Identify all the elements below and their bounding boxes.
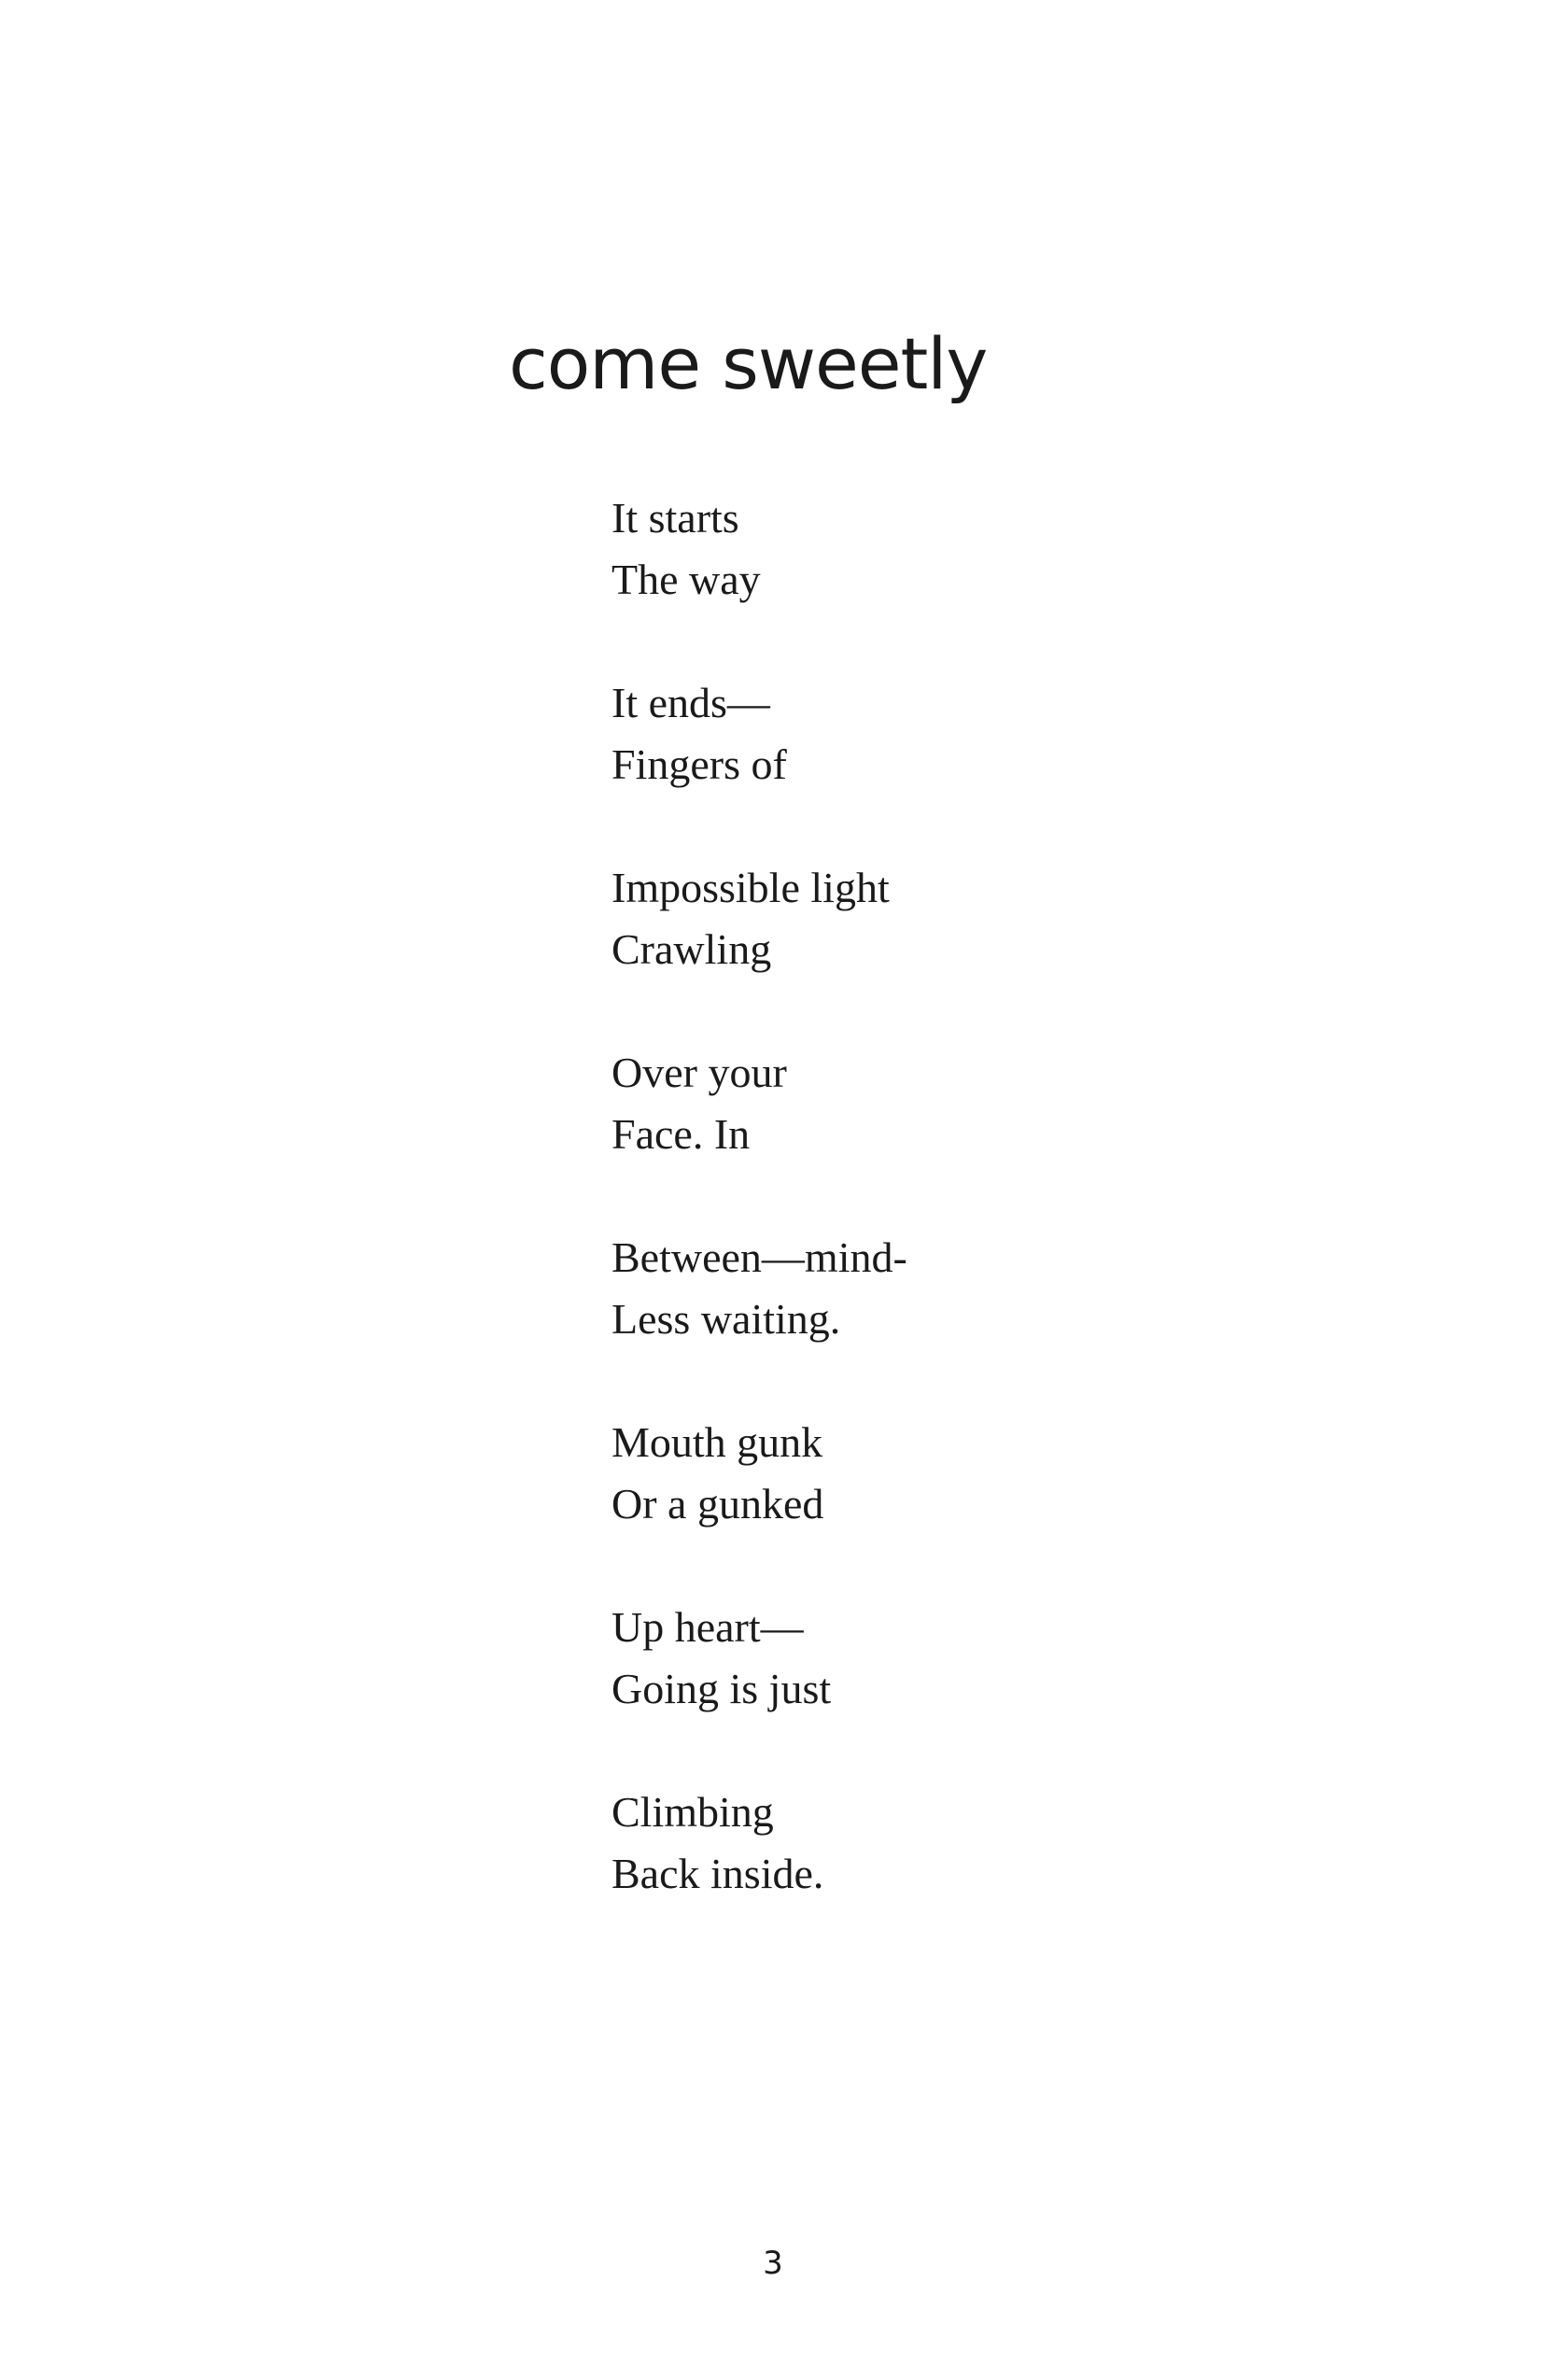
stanza-2	[611, 672, 1358, 796]
stanza-8	[611, 1781, 1358, 1905]
stanza-5	[611, 1227, 1358, 1350]
stanza-6	[611, 1412, 1358, 1535]
poem-title: come sweetly	[509, 322, 988, 405]
poem-line: It starts	[611, 494, 739, 542]
poem-line: Back inside.	[611, 1850, 824, 1897]
poem-line: Mouth gunk	[611, 1418, 823, 1466]
stanza-7	[611, 1597, 1358, 1720]
stanza-4	[611, 1042, 1358, 1165]
stanza-1	[611, 487, 1358, 611]
poem-line: Over your	[611, 1049, 787, 1096]
poem-line: The way	[611, 556, 761, 603]
poem-line: Fingers of	[611, 740, 787, 788]
poem-line: Going is just	[611, 1665, 832, 1712]
poem-line: Face. In	[611, 1110, 751, 1158]
page-number: 3	[763, 2245, 783, 2282]
poem-line: Less waiting.	[611, 1295, 841, 1343]
poem-body	[611, 487, 1358, 1905]
poem-line: Or a gunked	[611, 1480, 824, 1528]
poem-line: Impossible light	[611, 864, 890, 911]
poem-line: It ends—	[611, 679, 770, 726]
poem-line: Up heart—	[611, 1603, 804, 1651]
poem-line: Climbing	[611, 1788, 774, 1836]
poem-line: Between—mind-	[611, 1233, 907, 1281]
poem-line: Crawling	[611, 925, 772, 973]
stanza-3	[611, 857, 1358, 980]
